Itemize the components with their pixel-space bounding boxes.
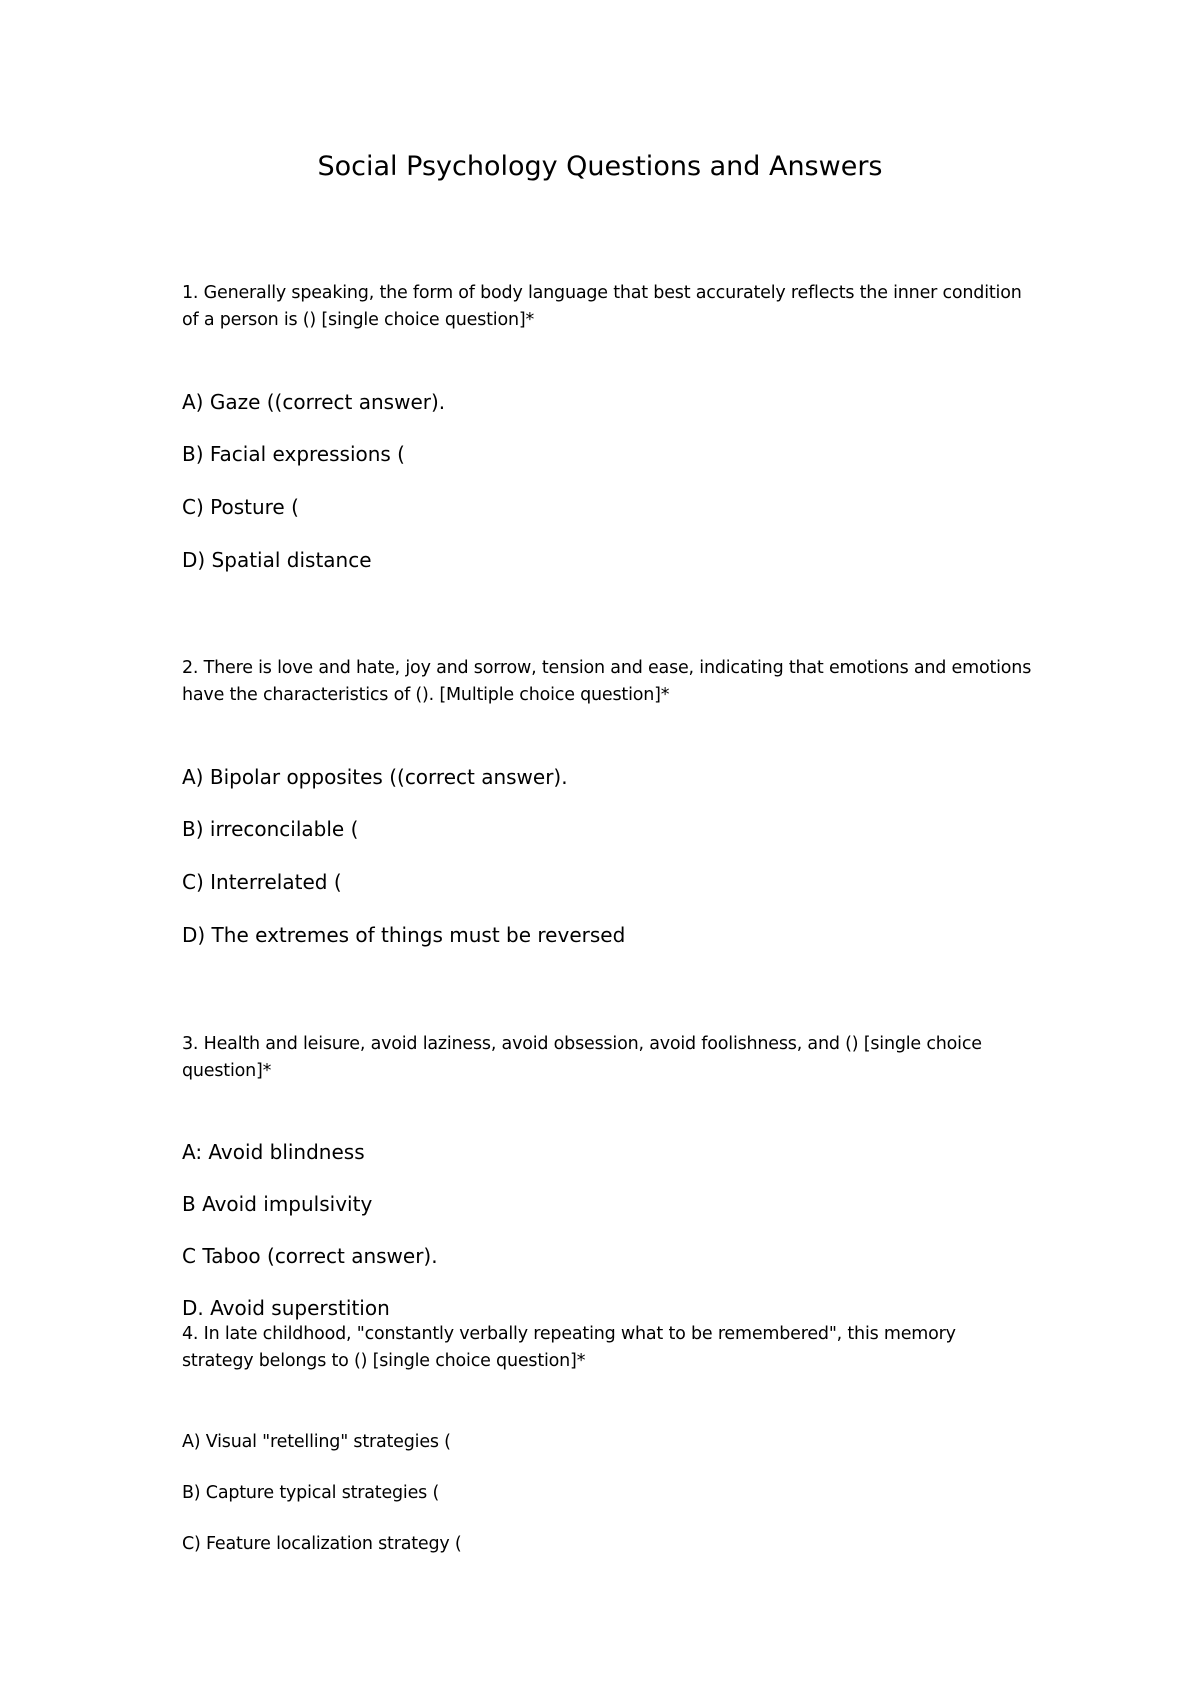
question-1-option-d: D) Spatial distance bbox=[182, 548, 372, 572]
page-title: Social Psychology Questions and Answers bbox=[317, 151, 883, 182]
question-4-option-b: B) Capture typical strategies ( bbox=[182, 1483, 440, 1503]
question-3-option-a: A: Avoid blindness bbox=[182, 1140, 365, 1164]
question-3-option-c: C Taboo (correct answer). bbox=[182, 1244, 438, 1268]
question-4-option-a: A) Visual "retelling" strategies ( bbox=[182, 1432, 451, 1452]
question-1-option-c: C) Posture ( bbox=[182, 495, 299, 519]
question-2-option-b: B) irreconcilable ( bbox=[182, 817, 359, 841]
question-4-text: 4. In late childhood, "constantly verbally repeating what to be remembered", this memory strategy belongs to () [single choice question]* bbox=[182, 1324, 956, 1371]
question-3-option-b: B Avoid impulsivity bbox=[182, 1192, 373, 1216]
question-2-text: 2. There is love and hate, joy and sorrow, tension and ease, indicating that emotions and emotions have the characteristics of (). [Multiple choice question]* bbox=[182, 658, 1032, 705]
question-3-option-d: D. Avoid superstition bbox=[182, 1296, 390, 1320]
question-1-text: 1. Generally speaking, the form of body language that best accurately reflects the inner condition of a person is () [single choice question]* bbox=[182, 283, 1022, 330]
question-1-option-b: B) Facial expressions ( bbox=[182, 442, 405, 466]
question-3-text: 3. Health and leisure, avoid laziness, avoid obsession, avoid foolishness, and () [single choice question]* bbox=[182, 1034, 982, 1081]
question-2-option-d: D) The extremes of things must be reversed bbox=[182, 923, 626, 947]
question-2-option-a: A) Bipolar opposites ((correct answer). bbox=[182, 765, 568, 789]
question-4-option-c: C) Feature localization strategy ( bbox=[182, 1534, 462, 1554]
question-2-option-c: C) Interrelated ( bbox=[182, 870, 342, 894]
question-1-option-a: A) Gaze ((correct answer). bbox=[182, 390, 446, 414]
